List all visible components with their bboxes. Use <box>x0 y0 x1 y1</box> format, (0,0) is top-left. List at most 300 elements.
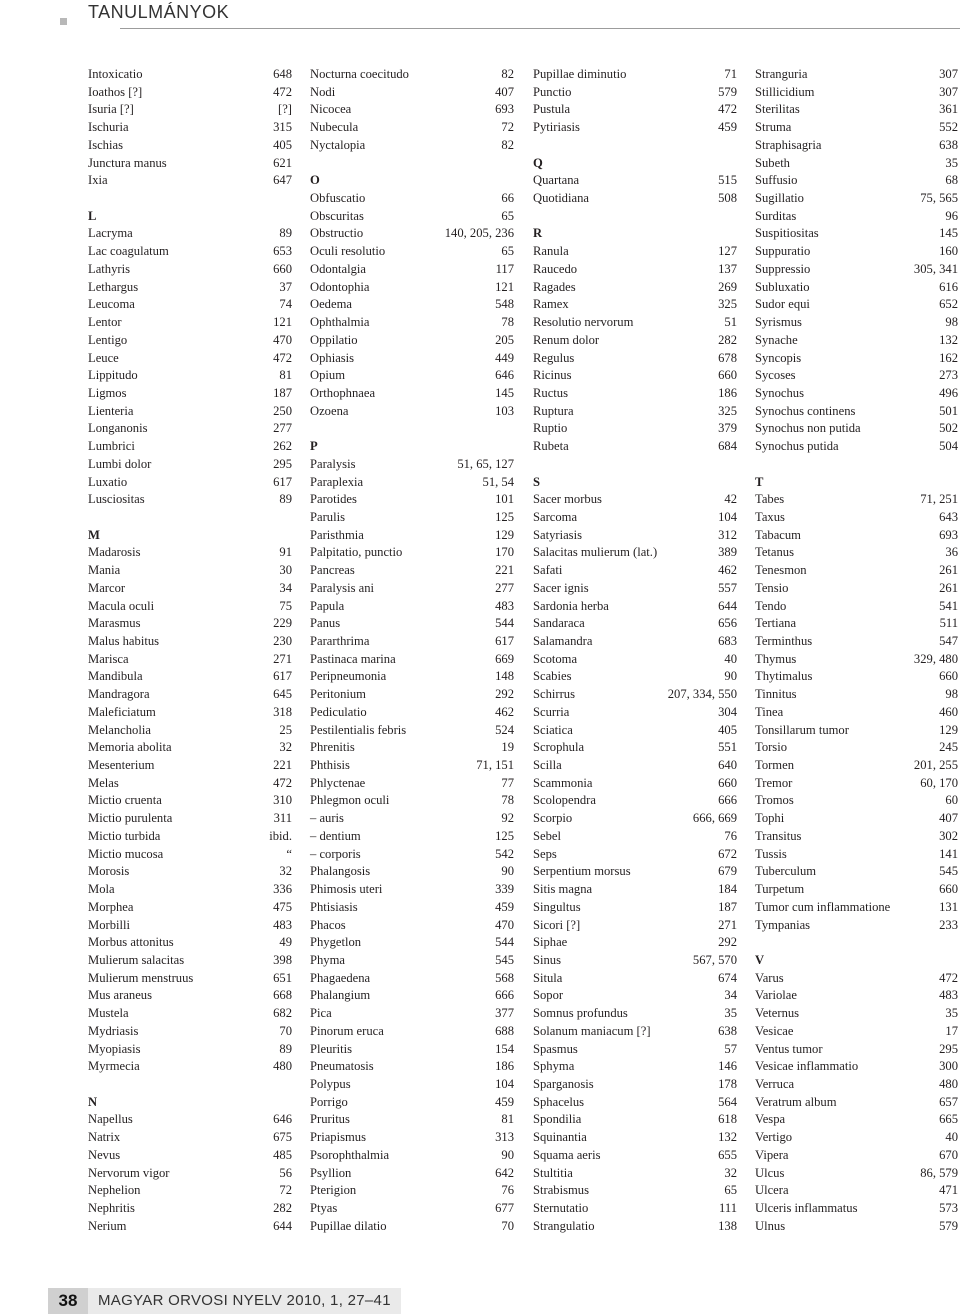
entry-term: Tormen <box>755 758 794 773</box>
entry-page-ref: 462 <box>495 704 514 719</box>
entry-page-ref: 504 <box>939 439 958 454</box>
entry-term: Mania <box>88 563 121 578</box>
entry-page-ref: 544 <box>495 935 514 950</box>
index-entry <box>755 704 958 722</box>
entry-page-ref: 644 <box>273 1218 292 1233</box>
entry-term: Sycoses <box>755 368 796 383</box>
entry-term: Oedema <box>310 297 352 312</box>
entry-term: Serpentium morsus <box>533 864 631 879</box>
entry-term: Thytimalus <box>755 669 813 684</box>
index-entry <box>755 686 958 704</box>
entry-page-ref: 459 <box>495 899 514 914</box>
entry-page-ref: 645 <box>273 687 292 702</box>
index-entry <box>533 970 737 988</box>
entry-term: Ischuria <box>88 120 129 135</box>
entry-term: Macula oculi <box>88 598 155 613</box>
index-entry <box>755 172 958 190</box>
entry-page-ref: 339 <box>495 882 514 897</box>
index-entry <box>755 1058 958 1076</box>
entry-page-ref: 129 <box>939 722 958 737</box>
entry-term: Sacer morbus <box>533 492 602 507</box>
index-entry <box>755 367 958 385</box>
entry-page-ref: 17 <box>945 1023 958 1038</box>
index-entry <box>88 137 292 155</box>
index-entry <box>310 1147 514 1165</box>
index-entry <box>310 881 514 899</box>
index-entry <box>310 1129 514 1147</box>
entry-term: Vertigo <box>755 1130 793 1145</box>
entry-term: Spasmus <box>533 1041 578 1056</box>
entry-term: Tinnitus <box>755 687 797 702</box>
entry-term: Malus habitus <box>88 634 160 648</box>
entry-page-ref: 72 <box>501 120 514 135</box>
entry-page-ref: 670 <box>939 1147 958 1162</box>
index-entry <box>533 987 737 1005</box>
entry-term: Variolae <box>755 988 797 1003</box>
entry-term: Veternus <box>755 1006 800 1021</box>
entry-term: Strangulatio <box>533 1218 595 1233</box>
entry-term: Tertiana <box>755 616 797 631</box>
entry-page-ref: 657 <box>939 1094 958 1109</box>
index-column-2 <box>310 66 514 1235</box>
index-entry <box>88 917 292 935</box>
index-entry <box>533 544 737 562</box>
entry-term: Raucedo <box>533 261 578 276</box>
entry-page-ref: 647 <box>273 173 292 188</box>
index-entry <box>310 208 514 226</box>
letter-heading <box>533 155 737 173</box>
entry-term: Regulus <box>533 350 575 365</box>
index-entry <box>533 881 737 899</box>
entry-term: Pruritus <box>310 1112 350 1127</box>
entry-term: Pustula <box>533 102 571 117</box>
entry-page-ref: 60, 170 <box>920 775 958 790</box>
entry-page-ref: 40 <box>945 1130 958 1145</box>
index-entry <box>755 1218 958 1236</box>
entry-page-ref: 653 <box>273 244 292 259</box>
entry-page-ref: 483 <box>939 988 958 1003</box>
entry-term: Quotidiana <box>533 191 589 206</box>
index-entry <box>533 420 737 438</box>
entry-page-ref: 508 <box>718 191 737 206</box>
spacer <box>310 420 514 438</box>
entry-term: Torsio <box>755 740 788 755</box>
index-entry <box>755 1165 958 1183</box>
index-entry <box>755 633 958 651</box>
entry-page-ref: 51, 65, 127 <box>457 456 514 471</box>
entry-page-ref: 233 <box>939 917 958 932</box>
index-entry <box>88 1165 292 1183</box>
entry-term: Polypus <box>310 1076 351 1091</box>
entry-term: Ozoena <box>310 403 349 418</box>
spacer <box>755 934 958 952</box>
entry-page-ref: 472 <box>718 102 737 117</box>
entry-page-ref: 325 <box>718 297 737 312</box>
index-entry <box>755 1076 958 1094</box>
index-entry <box>310 190 514 208</box>
entry-page-ref: 675 <box>273 1130 292 1145</box>
entry-term: Lumbrici <box>88 439 135 454</box>
index-entry <box>310 1041 514 1059</box>
entry-page-ref: 90 <box>501 864 514 879</box>
index-entry <box>533 686 737 704</box>
entry-term: Mictio turbida <box>88 828 161 843</box>
entry-term: Salamandra <box>533 634 593 648</box>
entry-page-ref: 501 <box>939 403 958 418</box>
index-entry <box>88 562 292 580</box>
entry-term: Stillicidium <box>755 84 815 99</box>
entry-term: Ischias <box>88 137 123 152</box>
entry-page-ref: 78 <box>501 315 514 330</box>
index-entry <box>533 1058 737 1076</box>
entry-term: Phlegmon oculi <box>310 793 390 808</box>
entry-term: Varus <box>755 970 784 985</box>
entry-page-ref: 638 <box>939 137 958 152</box>
entry-page-ref: 682 <box>273 1006 292 1021</box>
heading-letter: Q <box>533 155 543 170</box>
entry-term: Nyctalopia <box>310 137 366 152</box>
entry-term: Sternutatio <box>533 1201 589 1215</box>
entry-page-ref: 269 <box>718 279 737 294</box>
entry-page-ref: 230 <box>273 634 292 648</box>
entry-page-ref: 261 <box>939 580 958 595</box>
entry-term: Nephritis <box>88 1201 135 1215</box>
heading-letter: O <box>310 173 320 188</box>
index-entry <box>533 332 737 350</box>
entry-page-ref: 621 <box>273 155 292 170</box>
index-entry <box>88 704 292 722</box>
entry-term: Sugillatio <box>755 191 804 206</box>
index-entry <box>310 987 514 1005</box>
entry-page-ref: 57 <box>724 1041 737 1056</box>
entry-page-ref: 229 <box>273 616 292 631</box>
index-entry <box>88 668 292 686</box>
index-entry <box>533 1005 737 1023</box>
letter-heading <box>533 225 737 243</box>
entry-page-ref: 545 <box>939 864 958 879</box>
index-entry <box>310 952 514 970</box>
index-entry <box>755 1005 958 1023</box>
index-entry <box>533 190 737 208</box>
entry-term: Resolutio nervorum <box>533 315 634 330</box>
entry-term: Obfuscatio <box>310 191 366 206</box>
entry-page-ref: 310 <box>273 793 292 808</box>
entry-term: Ruptura <box>533 403 574 418</box>
index-entry <box>88 367 292 385</box>
index-entry <box>88 385 292 403</box>
entry-term: Pinorum eruca <box>310 1023 384 1038</box>
index-entry <box>755 1147 958 1165</box>
entry-term: Sphacelus <box>533 1094 585 1109</box>
index-entry <box>533 1182 737 1200</box>
index-entry <box>88 225 292 243</box>
entry-page-ref: 617 <box>273 474 292 489</box>
index-entry <box>533 1076 737 1094</box>
entry-page-ref: 132 <box>939 332 958 347</box>
entry-page-ref: 325 <box>718 403 737 418</box>
entry-page-ref: 642 <box>495 1165 514 1180</box>
index-entry <box>310 1076 514 1094</box>
index-entry <box>310 810 514 828</box>
entry-term: Ligmos <box>88 385 127 400</box>
index-entry <box>755 792 958 810</box>
entry-term: Sarcoma <box>533 509 578 524</box>
entry-page-ref: 65 <box>501 208 514 223</box>
entry-page-ref: 40 <box>724 651 737 666</box>
entry-page-ref: 295 <box>939 1041 958 1056</box>
entry-page-ref: 640 <box>718 758 737 773</box>
index-entry <box>88 1218 292 1236</box>
entry-page-ref: 71 <box>724 67 737 81</box>
index-entry <box>310 1165 514 1183</box>
entry-page-ref: 485 <box>273 1147 292 1162</box>
entry-page-ref: 207, 334, 550 <box>667 687 737 702</box>
entry-term: Stranguria <box>755 67 808 81</box>
index-entry <box>310 562 514 580</box>
entry-page-ref: 37 <box>279 279 292 294</box>
entry-page-ref: 568 <box>495 970 514 985</box>
index-entry <box>533 562 737 580</box>
entry-page-ref: 304 <box>718 704 737 719</box>
index-entry <box>88 350 292 368</box>
entry-term: Scrophula <box>533 740 585 755</box>
entry-page-ref: 81 <box>501 1112 514 1127</box>
index-entry <box>310 704 514 722</box>
entry-term: Nephelion <box>88 1183 141 1198</box>
index-entry <box>755 987 958 1005</box>
entry-page-ref: 564 <box>718 1094 737 1109</box>
entry-term: Vesicae inflammatio <box>755 1059 859 1074</box>
entry-term: Ramex <box>533 297 569 312</box>
index-entry <box>533 84 737 102</box>
entry-page-ref: 679 <box>718 864 737 879</box>
entry-term: Tetanus <box>755 545 794 560</box>
index-entry <box>310 722 514 740</box>
entry-page-ref: 282 <box>718 332 737 347</box>
index-entry <box>310 243 514 261</box>
entry-page-ref: 377 <box>495 1006 514 1021</box>
index-entry <box>755 119 958 137</box>
index-entry <box>310 668 514 686</box>
entry-page-ref: 145 <box>939 226 958 241</box>
index-entry <box>310 1218 514 1236</box>
index-entry <box>533 899 737 917</box>
index-entry <box>88 792 292 810</box>
index-entry <box>310 279 514 297</box>
entry-page-ref: 665 <box>939 1112 958 1127</box>
index-entry <box>88 119 292 137</box>
entry-term: Ricinus <box>533 368 572 383</box>
entry-page-ref: 131 <box>939 899 958 914</box>
index-entry <box>310 1058 514 1076</box>
entry-term: Nodi <box>310 84 336 99</box>
entry-term: Nocturna coecitudo <box>310 67 409 81</box>
index-entry <box>88 987 292 1005</box>
entry-term: Tensio <box>755 580 789 595</box>
entry-term: Mydriasis <box>88 1023 139 1038</box>
entry-term: Tabes <box>755 492 785 507</box>
index-entry <box>88 846 292 864</box>
index-entry <box>88 757 292 775</box>
index-entry <box>755 722 958 740</box>
index-entry <box>533 527 737 545</box>
index-entry <box>533 846 737 864</box>
letter-heading <box>310 438 514 456</box>
index-entry <box>755 615 958 633</box>
entry-term: Lienteria <box>88 403 134 418</box>
entry-term: Suffusio <box>755 173 798 188</box>
entry-term: Morphea <box>88 899 134 914</box>
index-entry <box>755 155 958 173</box>
entry-term: Tumor cum inflammatione <box>755 899 891 914</box>
entry-term: Tenesmon <box>755 563 807 578</box>
index-entry <box>88 651 292 669</box>
entry-term: Mictio purulenta <box>88 811 173 826</box>
index-entry <box>755 1094 958 1112</box>
index-entry <box>755 562 958 580</box>
index-entry <box>533 172 737 190</box>
entry-term: Terminthus <box>755 634 813 648</box>
entry-term: Somnus profundus <box>533 1006 628 1021</box>
heading-letter: M <box>88 527 100 542</box>
letter-heading <box>533 474 737 492</box>
entry-page-ref: 312 <box>718 527 737 542</box>
entry-page-ref: 544 <box>495 616 514 631</box>
entry-page-ref: 125 <box>495 828 514 843</box>
index-column-1 <box>88 66 292 1235</box>
entry-term: Siphae <box>533 935 568 950</box>
entry-term: Phalangosis <box>310 864 371 879</box>
entry-page-ref: 201, 255 <box>913 758 958 773</box>
entry-page-ref: 178 <box>718 1076 737 1091</box>
index-column-4 <box>755 66 958 1235</box>
entry-term: Synochus non putida <box>755 421 861 436</box>
entry-page-ref: 250 <box>273 403 292 418</box>
entry-term: Ptyas <box>310 1201 338 1215</box>
entry-term: Veratrum album <box>755 1094 837 1109</box>
entry-term: Mulierum salacitas <box>88 952 185 967</box>
index-entry <box>310 863 514 881</box>
index-entry <box>310 296 514 314</box>
entry-term: Sebel <box>533 828 561 843</box>
index-entry <box>88 279 292 297</box>
entry-page-ref: 35 <box>945 155 958 170</box>
index-entry <box>533 792 737 810</box>
entry-term: Oppilatio <box>310 332 358 347</box>
entry-page-ref: 407 <box>495 84 514 99</box>
entry-page-ref: 524 <box>495 722 514 737</box>
entry-page-ref: 307 <box>939 67 958 81</box>
entry-page-ref: 511 <box>939 616 958 631</box>
index-entry <box>755 332 958 350</box>
entry-term: Pestilentialis febris <box>310 722 407 737</box>
entry-term: Solanum maniacum [?] <box>533 1023 651 1038</box>
index-entry <box>88 775 292 793</box>
entry-term: Oculi resolutio <box>310 244 386 259</box>
entry-page-ref: 277 <box>495 580 514 595</box>
entry-term: Squinantia <box>533 1130 587 1145</box>
entry-page-ref: 71, 151 <box>476 758 514 773</box>
entry-page-ref: 19 <box>501 740 514 755</box>
heading-letter: L <box>88 208 97 223</box>
entry-term: Leuce <box>88 350 119 365</box>
index-entry <box>755 899 958 917</box>
entry-page-ref: 271 <box>273 651 292 666</box>
entry-term: Pytiriasis <box>533 120 580 135</box>
index-entry <box>88 403 292 421</box>
entry-term: Morosis <box>88 864 130 879</box>
entry-page-ref: 557 <box>718 580 737 595</box>
entry-page-ref: 567, 570 <box>692 952 737 967</box>
entry-page-ref: 32 <box>279 740 292 755</box>
entry-page-ref: 579 <box>718 84 737 99</box>
entry-page-ref: 548 <box>495 297 514 312</box>
entry-term: Sciatica <box>533 722 573 737</box>
entry-page-ref: 121 <box>273 315 292 330</box>
index-entry <box>88 810 292 828</box>
index-entry <box>88 615 292 633</box>
entry-term: Phlyctenae <box>310 775 366 790</box>
entry-term: Surditas <box>755 208 797 223</box>
entry-page-ref: 677 <box>495 1201 514 1215</box>
entry-term: Tendo <box>755 598 787 613</box>
entry-page-ref: 644 <box>718 598 737 613</box>
entry-page-ref: 65 <box>724 1183 737 1198</box>
entry-page-ref: 35 <box>945 1006 958 1021</box>
index-entry <box>310 456 514 474</box>
entry-term: Mustela <box>88 1006 129 1021</box>
index-entry <box>310 385 514 403</box>
entry-page-ref: 145 <box>495 385 514 400</box>
entry-term: Ragades <box>533 279 576 294</box>
entry-page-ref: 660 <box>939 669 958 684</box>
entry-term: Intoxicatio <box>88 67 143 81</box>
entry-term: Mictio mucosa <box>88 846 164 861</box>
entry-page-ref: 552 <box>939 120 958 135</box>
index-entry <box>310 580 514 598</box>
entry-term: Myrmecia <box>88 1059 140 1074</box>
heading-letter: N <box>88 1094 98 1109</box>
index-entry <box>755 1041 958 1059</box>
entry-term: Longanonis <box>88 421 148 436</box>
entry-term: Psorophthalmia <box>310 1147 390 1162</box>
entry-page-ref: 111 <box>719 1201 737 1215</box>
entry-page-ref: 140, 205, 236 <box>444 226 514 241</box>
index-entry <box>533 615 737 633</box>
index-entry <box>88 491 292 509</box>
entry-term: Sterilitas <box>755 102 800 117</box>
entry-term: Melas <box>88 775 119 790</box>
entry-page-ref: 154 <box>495 1041 514 1056</box>
index-entry <box>310 686 514 704</box>
entry-term: Punctio <box>533 84 572 99</box>
entry-term: Odontalgia <box>310 261 366 276</box>
entry-page-ref: 187 <box>718 899 737 914</box>
spacer <box>88 1076 292 1094</box>
index-entry <box>755 1111 958 1129</box>
spacer <box>533 208 737 226</box>
entry-term: Lac coagulatum <box>88 244 169 259</box>
entry-page-ref: 36 <box>945 545 958 560</box>
entry-page-ref: 483 <box>273 917 292 932</box>
entry-page-ref: 678 <box>718 350 737 365</box>
entry-page-ref: 542 <box>495 846 514 861</box>
entry-page-ref: 660 <box>939 882 958 897</box>
index-entry <box>533 350 737 368</box>
index-entry <box>533 101 737 119</box>
entry-term: Obstructio <box>310 226 364 241</box>
entry-page-ref: 656 <box>718 616 737 631</box>
